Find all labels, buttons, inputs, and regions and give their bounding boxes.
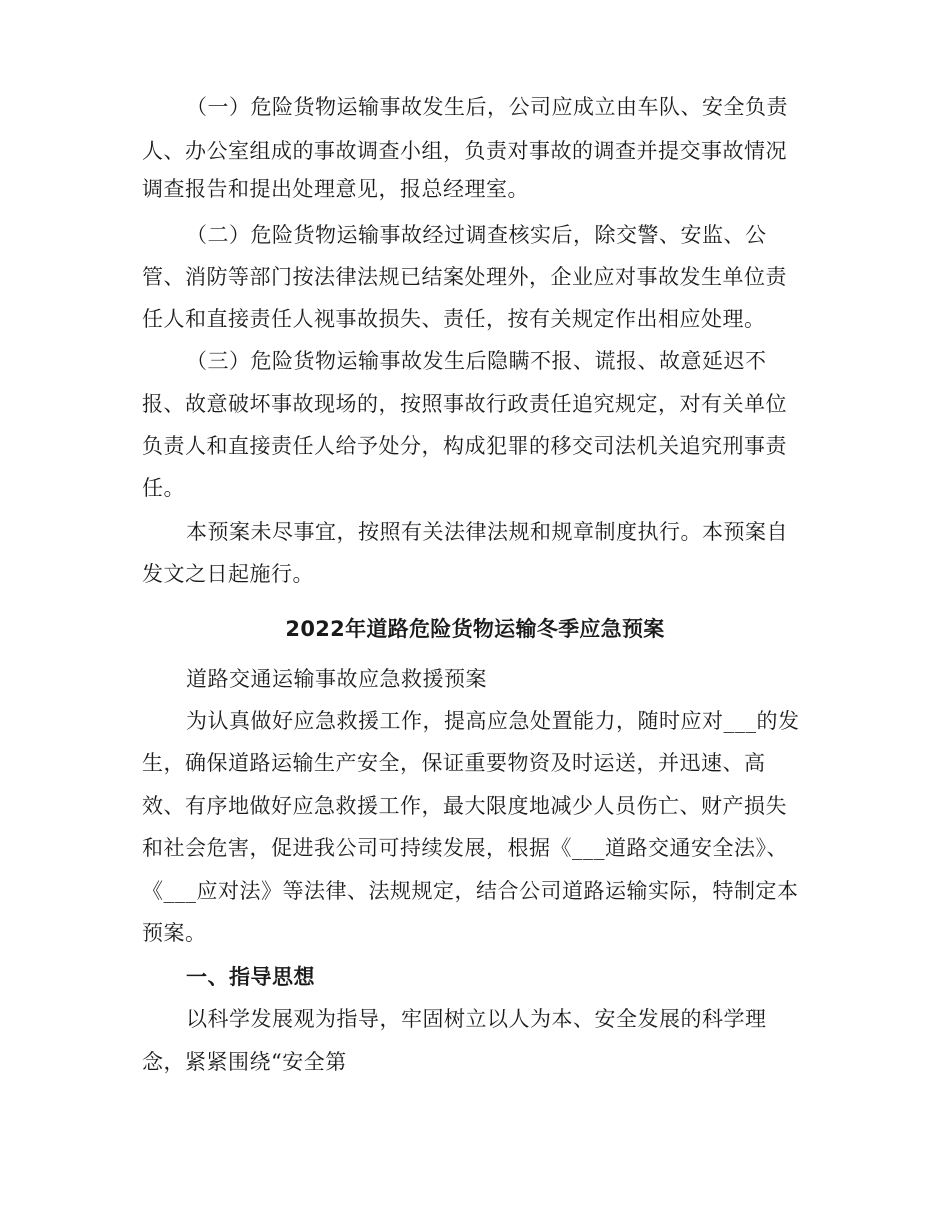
paragraph-1-line-3: 调查报告和提出处理意见，报总经理室。	[142, 177, 529, 201]
paragraph-3-line-3: 负责人和直接责任人给予处分，构成犯罪的移交司法机关追究刑事责	[142, 434, 787, 458]
paragraph-2-line-3: 任人和直接责任人视事故损失、责任，按有关规定作出相应处理。	[142, 307, 766, 331]
paragraph-3-line-4: 任。	[142, 476, 185, 500]
paragraph-5-line-3: 效、有序地做好应急救援工作，最大限度地减少人员伤亡、财产损失	[142, 794, 787, 818]
paragraph-5-line-4: 和社会危害，促进我公司可持续发展，根据《___道路交通安全法》、	[142, 836, 788, 860]
paragraph-5-line-1: 为认真做好应急救援工作，提高应急处置能力，随时应对___的发	[186, 709, 800, 733]
paragraph-1-line-1: （一）危险货物运输事故发生后，公司应成立由车队、安全负责	[186, 95, 788, 119]
section-heading-guiding-ideology: 一、指导思想	[186, 964, 315, 989]
paragraph-1-line-2: 人、办公室组成的事故调查小组，负责对事故的调查并提交事故情况	[142, 139, 787, 163]
paragraph-5-line-6: 预案。	[142, 921, 207, 945]
paragraph-6-line-1: 以科学发展观为指导，牢固树立以人为本、安全发展的科学理	[186, 1007, 767, 1031]
subtitle: 道路交通运输事故应急救援预案	[186, 667, 487, 691]
paragraph-5-line-5: 《___应对法》等法律、法规规定，结合公司道路运输实际，特制定本	[142, 879, 799, 903]
paragraph-2-line-1: （二）危险货物运输事故经过调查核实后，除交警、安监、公	[186, 223, 767, 247]
paragraph-3-line-1: （三）危险货物运输事故发生后隐瞒不报、谎报、故意延迟不	[186, 349, 767, 373]
paragraph-3-line-2: 报、故意破坏事故现场的，按照事故行政责任追究规定，对有关单位	[142, 392, 787, 416]
paragraph-6-line-2: 念，紧紧围绕“安全第	[142, 1050, 347, 1074]
document-title: 2022年道路危险货物运输冬季应急预案	[285, 617, 665, 641]
paragraph-2-line-2: 管、消防等部门按法律法规已结案处理外，企业应对事故发生单位责	[142, 265, 787, 289]
paragraph-4-line-1: 本预案未尽事宜，按照有关法律法规和规章制度执行。本预案自	[186, 520, 788, 544]
paragraph-4-line-2: 发文之日起施行。	[142, 562, 314, 586]
paragraph-5-line-2: 生，确保道路运输生产安全，保证重要物资及时运送，并迅速、高	[142, 751, 766, 775]
